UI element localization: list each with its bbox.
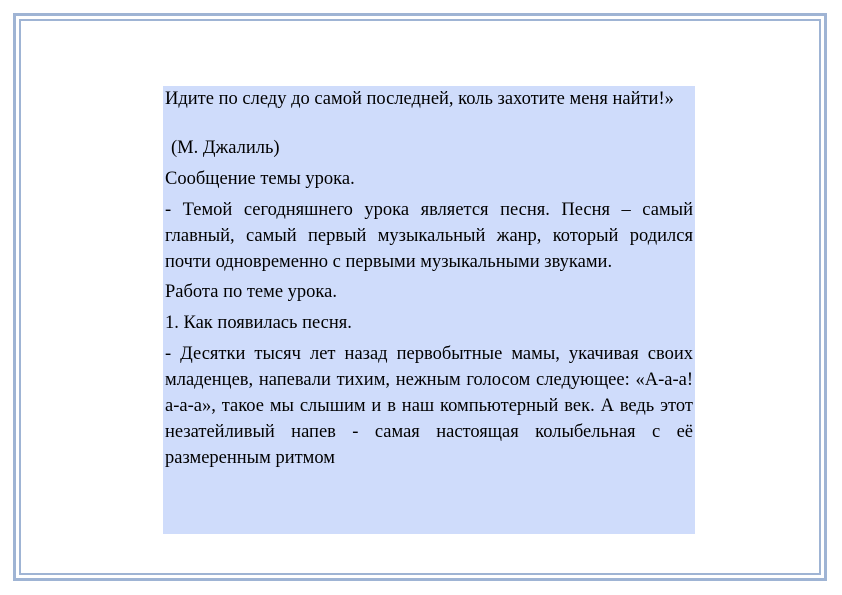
history-paragraph: - Десятки тысяч лет назад первобытные мамы, укачивая своих младенцев, напевали тихим, нежным голосом следующее: «А-а-а! а-а-а», такое мы слышим и в наш компьютерный век. А ведь этот незатейливый напев - самая настоящая колыбельная с её размеренным ритмом — [165, 344, 693, 468]
topic-paragraph: - Темой сегодняшнего урока является песня. Песня – самый главный, самый первый музыкальный жанр, который родился почти одновременно с первыми музыкальными звуками. — [165, 200, 693, 272]
work-heading: Работа по теме урока. — [165, 282, 337, 302]
quote-spacer — [165, 112, 693, 135]
section-heading: 1. Как появилась песня. — [165, 313, 352, 333]
slide-text-block — [163, 86, 695, 534]
quote-author: (М. Джалиль) — [171, 138, 280, 158]
topic-heading: Сообщение темы урока. — [165, 169, 355, 189]
quote-text: Идите по следу до самой последней, коль захотите меня найти!» — [165, 89, 674, 109]
